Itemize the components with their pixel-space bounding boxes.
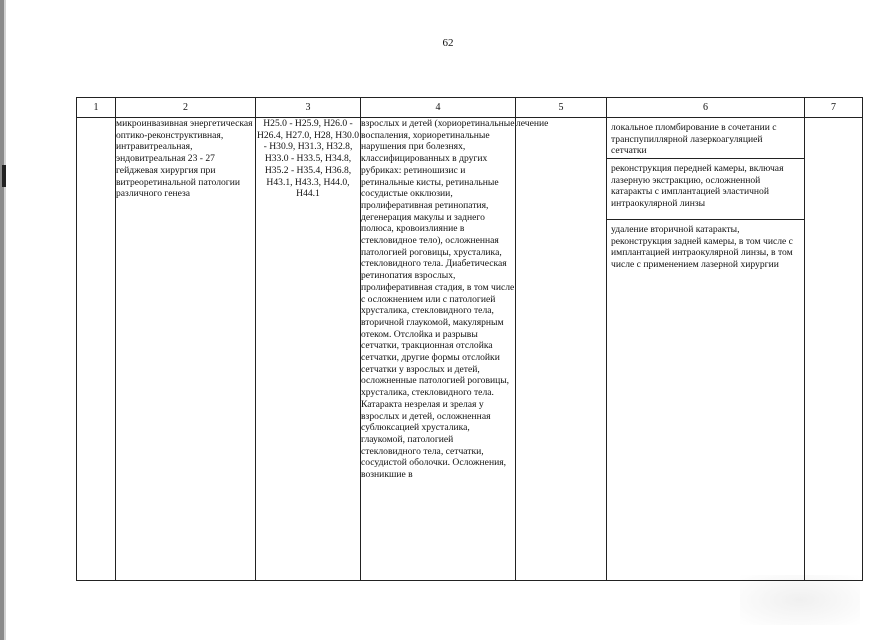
header-col-5: 5 [516,98,607,118]
cell-icd-codes: H25.0 - H25.9, H26.0 - H26.4, H27.0, H28, H30.0 - H30.9, H31.3, H32.8, H33.0 - H33.5, H34.8, H35.2 - H35.4, H36.8, H43.1, H43.3, H44.0, H44.1 [256,118,361,581]
header-col-6: 6 [607,98,805,118]
page-number: 62 [442,37,454,49]
scan-shadow-inner [4,0,6,640]
header-col-3: 3 [256,98,361,118]
header-col-4: 4 [361,98,516,118]
cell-number [77,118,116,581]
method-item: удаление вторичной катаракты, реконструкция задней камеры, в том числе с имплантацией интраокулярной линзы, в том числе с применением лазерной хирургии [611,224,793,271]
cell-treatment-kind: лечение [516,118,607,581]
cell-treatment-type: микроинвазивная энергетическая оптико-реконструктивная, интравитреальная, эндовитреальная 23 - 27 гейджевая хирургия при витреоретинальной патологии различного генеза [116,118,256,581]
cell-treatment-methods [607,118,805,581]
table-row [77,118,863,581]
scan-smudge [740,575,860,625]
header-col-2: 2 [116,98,256,118]
header-col-7: 7 [805,98,863,118]
procedures-table [76,97,863,581]
cell-patient-model: взрослых и детей (хориоретинальные воспаления, хориоретинальные нарушения при болезнях, классифицированных в других рубриках: ретиношизис и ретинальные кисты, ретинальные сосудистые окклюзии, пролиферативная ретинопатия, дегенерация макулы и заднего полюса, кровоизлияние в стекловидное тело), осложненная патологией роговицы, хрусталика, стекловидного тела. Диабетическая ретинопатия взрослых, пролиферативная стадия, в том числе с осложнением или с патологией хрусталика, стекловидного тела, вторичной глаукомой, макулярным отеком. Отслойка и разрывы сетчатки, тракционная отслойка сетчатки, другие формы отслойки сетчатки у взрослых и детей, осложненные патологией роговицы, хрусталика, стекловидного тела. Катаракта незрелая и зрелая у взрослых и детей, осложненная сублюксацией хрусталика, глаукомой, патологией стекловидного тела, сетчатки, сосудистой оболочки. Осложнения, возникшие в [361,118,516,581]
method-item: реконструкция передней камеры, включая лазерную экстракцию, осложненной катаракты с имплантацией эластичной интраокулярной линзы [607,159,804,220]
method-item: локальное пломбирование в сочетании с транспупиллярной лазеркоагуляцией сетчатки [607,118,804,159]
header-col-1: 1 [77,98,116,118]
table-header-row [77,98,863,118]
cell-cost [805,118,863,581]
margin-mark [2,165,6,187]
